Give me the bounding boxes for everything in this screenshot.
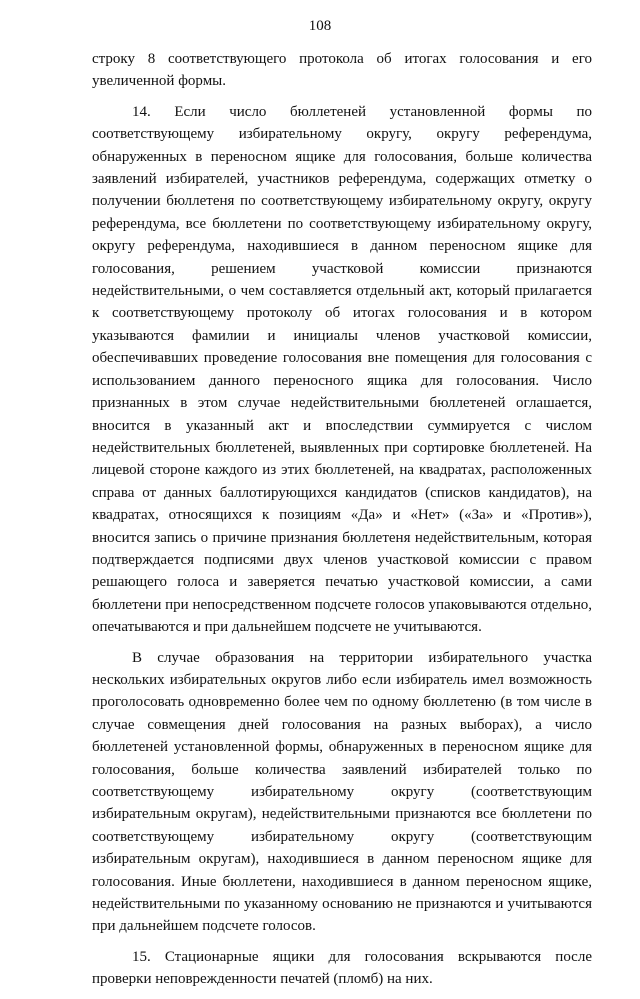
paragraph-continuation: строку 8 соответствующего протокола об итогах голосования и его увеличенной формы. bbox=[92, 51, 592, 90]
page-number: 108 bbox=[308, 18, 332, 34]
document-body bbox=[92, 48, 592, 999]
paragraph-item-14: 14. Если число бюллетеней установленной формы по соответствующему избирательному округу, округу референдума, обнаруженных в переносном ящике для голосования, больше количества заявлений избирателей, участников референдума, содержащих отметку о получении бюллетеня по соответствующему избирательному округу, округу референдума, все бюллетени по соответствующему избирательному округу, округу референдума, находившиеся в данном переносном ящике для голосования, решением участковой комиссии признаются недействительными, о чем составляется отдельный акт, который прилагается к соответствующему протоколу об итогах голосования и в котором указываются фамилии и инициалы членов участковой комиссии, обеспечивавших проведение голосования вне помещения для голосования с использованием данного переносного ящика для голосования. Число признанных в этом случае недействительными бюллетеней оглашается, вносится в указанный акт и впоследствии суммируется с числом недействительных бюллетеней, выявленных при сортировке бюллетеней. На лицевой стороне каждого из этих бюллетеней, на квадратах, расположенных справа от данных баллотирующихся кандидатов (списков кандидатов), на квадратах, относящихся к позициям «Да» и «Нет» («За» и «Против»), вносится запись о причине признания бюллетеня недействительным, которая подтверждается подписями двух членов участковой комиссии с правом решающего голоса и заверяется печатью участковой комиссии, а сами бюллетени при непосредственном подсчете голосов упаковываются отдельно, опечатываются и при дальнейшем подсчете не учитываются. bbox=[92, 103, 592, 636]
paragraph-item-15: 15. Стационарные ящики для голосования вскрываются после проверки неповрежденности печатей (пломб) на них. bbox=[92, 948, 592, 988]
paragraph-item-14-continued: В случае образования на территории избирательного участка нескольких избирательных округов либо если избиратель имел возможность проголосовать одновременно более чем по одному бюллетеню (в том числе в случае совмещения дней голосования на разных выборах), а число бюллетеней установленной формы, обнаруженных в переносном ящике для голосования, больше количества заявлений избирателей только по соответствующему избирательному округу (соответствующим избирательным округам), недействительными признаются все бюллетени по соответствующему избирательному округу (соответствующим избирательным округам), находившиеся в данном переносном ящике для голосования. Иные бюллетени, находившиеся в данном переносном ящике, недействительными по указанному основанию не признаются и учитываются при дальнейшем подсчете голосов. bbox=[92, 649, 592, 935]
